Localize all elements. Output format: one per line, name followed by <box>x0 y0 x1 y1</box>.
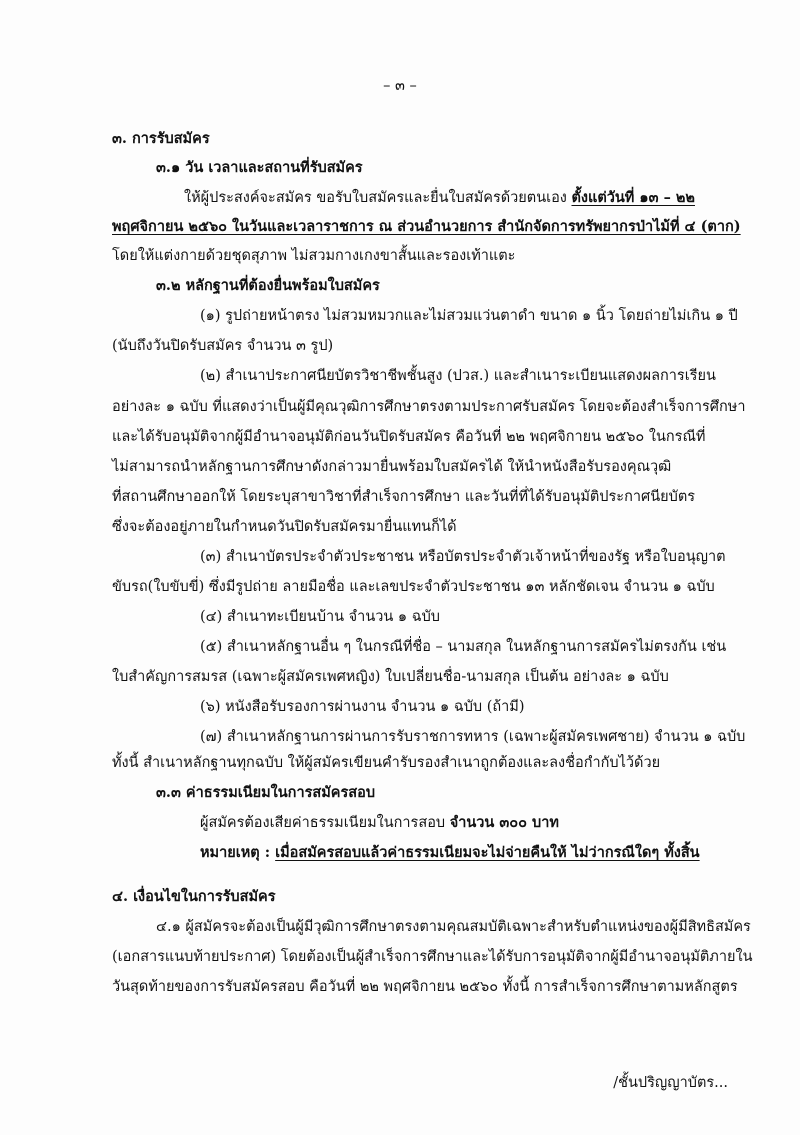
item-7-line-2: ทั้งนี้ สำเนาหลักฐานทุกฉบับ ให้ผู้สมัครเขียนคำรับรองสำเนาถูกต้องและลงชื่อกำกับไว้ด้วย <box>112 755 661 771</box>
section-3-3-heading: ๓.๓ ค่าธรรมเนียมในการสมัครสอบ <box>156 784 376 801</box>
item-6: (๖) หนังสือรับรองการผ่านงาน จำนวน ๑ ฉบับ (ถ้ามี) <box>200 699 525 715</box>
section-4-1-line-2: (เอกสารแนบท้ายประกาศ) โดยต้องเป็นผู้สำเร็จการศึกษาและได้รับการอนุมัติจากผู้มีอำนาจอนุมัติภายใน <box>112 949 753 965</box>
fee-text: ผู้สมัครต้องเสียค่าธรรมเนียมในการสอบ <box>200 815 450 831</box>
continuation-note: /ชั้นปริญญาบัตร... <box>613 1075 728 1091</box>
section-4-1-line-3: วันสุดท้ายของการรับสมัครสอบ คือวันที่ ๒๒ พฤศจิกายน ๒๕๖๐ ทั้งนี้ การสำเร็จการศึกษาตามหลักสูตร <box>112 979 738 995</box>
section-3-1-heading: ๓.๑ วัน เวลาและสถานที่รับสมัคร <box>156 159 363 176</box>
item-3-line-1: (๓) สำเนาบัตรประจำตัวประชาชน หรือบัตรประจำตัวเจ้าหน้าที่ของรัฐ หรือใบอนุญาต <box>200 549 726 565</box>
item-5-line-2: ใบสำคัญการสมรส (เฉพาะผู้สมัครเพศหญิง) ใบเปลี่ยนชื่อ-นามสกุล เป็นต้น อย่างละ ๑ ฉบับ <box>112 669 669 685</box>
item-7-line-1: (๗) สำเนาหลักฐานการผ่านการรับราชการทหาร (เฉพาะผู้สมัครเพศชาย) จำนวน ๑ ฉบับ <box>200 729 746 745</box>
item-2-line-2: อย่างละ ๑ ฉบับ ที่แสดงว่าเป็นผู้มีคุณวุฒิการศึกษาตรงตามประกาศรับสมัคร โดยจะต้องสำเร็จการศึกษา <box>112 399 746 415</box>
item-2-line-1: (๒) สำเนาประกาศนียบัตรวิชาชีพชั้นสูง (ปวส.) และสำเนาระเบียนแสดงผลการเรียน <box>200 368 716 384</box>
item-1-line-2: (นับถึงวันปิดรับสมัคร จำนวน ๓ รูป) <box>112 338 334 354</box>
section-3-1-paragraph-line-2: พฤศจิกายน ๒๕๖๐ ในวันและเวลาราชการ ณ ส่วนอำนวยการ สำนักจัดการทรัพยากรป่าไม้ที่ ๔ (ตาก) <box>112 218 741 235</box>
section-3-2-heading: ๓.๒ หลักฐานที่ต้องยื่นพร้อมใบสมัคร <box>156 277 380 294</box>
item-5-line-1: (๕) สำเนาหลักฐานอื่น ๆ ในกรณีที่ชื่อ – นามสกุล ในหลักฐานการสมัครไม่ตรงกัน เช่น <box>200 639 727 655</box>
fee-note-text: เมื่อสมัครสอบแล้วค่าธรรมเนียมจะไม่จ่ายคืนให้ ไม่ว่ากรณีใดๆ ทั้งสิ้น <box>275 844 700 861</box>
section-3-heading: ๓. การรับสมัคร <box>112 130 210 147</box>
item-2-line-3: และได้รับอนุมัติจากผู้มีอำนาจอนุมัติก่อนวันปิดรับสมัคร คือวันที่ ๒๒ พฤศจิกายน ๒๕๖๐ ในกรณีที่ <box>112 429 706 445</box>
item-2-line-6: ซึ่งจะต้องอยู่ภายในกำหนดวันปิดรับสมัครมายื่นแทนก็ได้ <box>112 519 457 535</box>
item-3-line-2: ขับรถ(ใบขับขี่) ซึ่งมีรูปถ่าย ลายมือชื่อ และเลขประจำตัวประชาชน ๑๓ หลักชัดเจน จำนวน ๑ ฉบับ <box>112 579 715 595</box>
fee-note-label: หมายเหตุ : <box>200 844 276 861</box>
section-4-heading: ๔. เงื่อนไขในการรับสมัคร <box>112 888 276 905</box>
fee-amount: จำนวน ๓๐๐ บาท <box>449 814 559 831</box>
item-2-line-5: ที่สถานศึกษาออกให้ โดยระบุสาขาวิชาที่สำเร็จการศึกษา และวันที่ที่ได้รับอนุมัติประกาศนียบัตร <box>112 489 696 505</box>
section-3-1-paragraph-line-3: โดยให้แต่งกายด้วยชุดสุภาพ ไม่สวมกางเกงขาสั้นและรองเท้าแตะ <box>112 248 516 264</box>
section-4-1-line-1: ๔.๑ ผู้สมัครจะต้องเป็นผู้มีวุฒิการศึกษาตรงตามคุณสมบัติเฉพาะสำหรับตำแหน่งของผู้มีสิทธิสมัคร <box>156 919 751 935</box>
section-3-1-dates: ตั้งแต่วันที่ ๑๓ – ๒๒ <box>571 189 695 206</box>
section-3-1-text: ให้ผู้ประสงค์จะสมัคร ขอรับใบสมัครและยื่นใบสมัครด้วยตนเอง <box>184 190 572 206</box>
item-2-line-4: ไม่สามารถนำหลักฐานการศึกษาดังกล่าวมายื่นพร้อมใบสมัครได้ ให้นำหนังสือรับรองคุณวุฒิ <box>112 459 672 475</box>
item-4: (๔) สำเนาทะเบียนบ้าน จำนวน ๑ ฉบับ <box>200 609 440 625</box>
fee-line <box>200 812 559 834</box>
section-3-1-paragraph-line-1 <box>184 187 695 209</box>
page-number: – ๓ – <box>383 78 417 94</box>
item-1-line-1: (๑) รูปถ่ายหน้าตรง ไม่สวมหมวกและไม่สวมแว่นตาดำ ขนาด ๑ นิ้ว โดยถ่ายไม่เกิน ๑ ปี <box>200 308 738 324</box>
fee-note <box>200 842 700 864</box>
